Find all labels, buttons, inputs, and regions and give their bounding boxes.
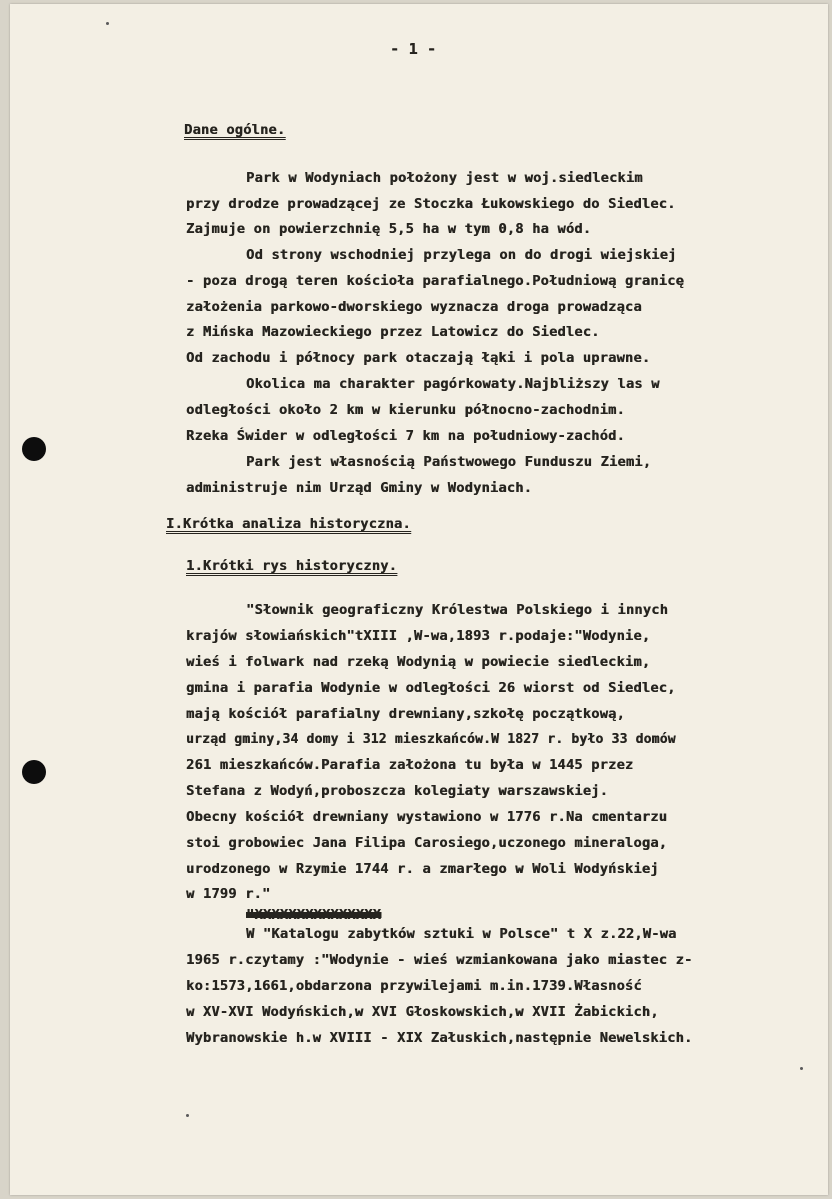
text-line: wieś i folwark nad rzeką Wodynią w powiecie siedleckim, — [186, 654, 651, 670]
text-line: Okolica ma charakter pagórkowaty.Najbliższy las w — [246, 376, 660, 392]
heading-general-data: Dane ogólne. — [184, 122, 286, 138]
text-line: z Mińska Mazowieckiego przez Latowicz do Siedlec. — [186, 324, 600, 340]
text-line: urząd gminy,34 domy i 312 mieszkańców.W 1827 r. było 33 domów — [186, 732, 676, 747]
text-line: założenia parkowo-dworskiego wyznacza droga prowadząca — [186, 299, 642, 315]
text-line: gmina i parafia Wodynie w odległości 26 wiorst od Siedlec, — [186, 680, 676, 696]
speck — [186, 1114, 189, 1117]
text-line: w XV-XVI Wodyńskich,w XVI Głoskowskich,w XVII Żabickich, — [186, 1004, 659, 1020]
text-line: - poza drogą teren kościoła parafialnego.Południową granicę — [186, 273, 684, 289]
text-line: odległości około 2 km w kierunku północno-zachodnim. — [186, 402, 625, 418]
heading-historical-outline: 1.Krótki rys historyczny. — [186, 558, 398, 574]
text-line: ko:1573,1661,obdarzona przywilejami m.in.1739.Własność — [186, 978, 642, 994]
text-line: krajów słowiańskich"tXIII ,W-wa,1893 r.podaje:"Wodynie, — [186, 628, 651, 644]
text-line: 261 mieszkańców.Parafia założona tu była w 1445 przez — [186, 757, 634, 773]
document-page — [10, 4, 828, 1195]
text-line: stoi grobowiec Jana Filipa Carosiego,uczonego mineraloga, — [186, 835, 668, 851]
speck — [800, 1067, 803, 1070]
speck — [106, 22, 109, 25]
text-line: Rzeka Świder w odległości 7 km na południowy-zachód. — [186, 428, 625, 444]
text-line: Park jest własnością Państwowego Funduszu Ziemi, — [246, 454, 652, 470]
text-line: Od strony wschodniej przylega on do drogi wiejskiej — [246, 247, 677, 263]
text-line: Stefana z Wodyń,proboszcza kolegiaty warszawskiej. — [186, 783, 609, 799]
punch-hole-top — [22, 437, 46, 461]
text-line: Wybranowskie h.w XVIII - XIX Załuskich,następnie Newelskich. — [186, 1030, 693, 1046]
text-line: w 1799 r." — [186, 886, 271, 902]
text-line: Park w Wodyniach położony jest w woj.siedleckim — [246, 170, 643, 186]
page-number: - 1 - — [390, 40, 437, 58]
text-line: Zajmuje on powierzchnię 5,5 ha w tym 0,8 ha wód. — [186, 221, 592, 237]
text-line: "Słownik geograficzny Królestwa Polskiego i innych — [246, 602, 669, 618]
struck-out-line: "XXXXXXXXXXXXXXX — [246, 907, 382, 923]
text-line: Obecny kościół drewniany wystawiono w 1776 r.Na cmentarzu — [186, 809, 668, 825]
text-line: urodzonego w Rzymie 1744 r. a zmarłego w Woli Wodyńskiej — [186, 861, 659, 877]
text-line: mają kościół parafialny drewniany,szkołę początkową, — [186, 706, 625, 722]
text-line: administruje nim Urząd Gminy w Wodyniach. — [186, 480, 533, 496]
heading-historical-analysis: I.Krótka analiza historyczna. — [166, 516, 411, 532]
text-line: W "Katalogu zabytków sztuki w Polsce" t X z.22,W-wa — [246, 926, 677, 942]
text-line: przy drodze prowadzącej ze Stoczka Łukowskiego do Siedlec. — [186, 196, 676, 212]
text-line: 1965 r.czytamy :"Wodynie - wieś wzmiankowana jako miastec z- — [186, 952, 693, 968]
punch-hole-bottom — [22, 760, 46, 784]
text-line: Od zachodu i północy park otaczają łąki i pola uprawne. — [186, 350, 651, 366]
